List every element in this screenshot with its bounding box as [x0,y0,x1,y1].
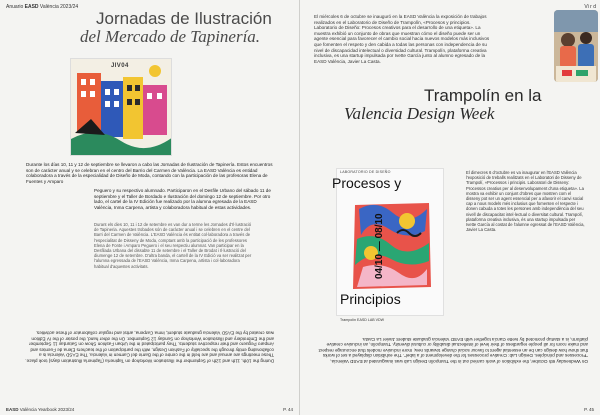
paragraph-english-inverted: During the 10th, 11th and 12th of September the Illustration Workshop on Tapinería (Tapinería Illustration days) took place. These meetings are annual and are held in the centre of the Barrio del Carmen in Valencia. The EASD Valencia is a collaborating entity through the speciality of Fashion Design, with the participation of the teachers Elena de Fuentes and Amparo Peguero and their respective students. They participated in the Urban Fashion Show on Saturday 11 September and the Embroidery and Illustration Workshop on Sunday 12 September. On the other hand, the poster of the IV Edition was created by the EASD Valencia graduate student, Inma Carpena, artist and regular collaborator of these activities. [25,330,274,364]
article-title-line-2: Valencia Design Week [344,104,495,123]
poster-brand: JIV04 [111,63,129,69]
illustration-poster [70,58,172,156]
paragraph-spanish-continued: Peguero y su respectivo alumnado. Participaron en el Desfile Urbano del sábado 11 de septiembre y el Taller de Bordado e Ilustración del domingo 12 de septiembre. Por otro lado, el cartel de la IV Edición fue realizado por la alumna egresada de la EASD València, Inma Carpena, artista y colaboradora habitual de estas actividades. [94,188,271,210]
paragraph-valencian: El dimecres 6 d'octubre es va inaugurar en l'EASD València l'exposició de treballs realitzats en el Laboratori de Disseny de Trampolí, «Processos i principis. Laboratori de Disseny: Processos creatius per al desenvolupament d'una etiqueta». La mostra va exhibir un conjunt d'obres que mostren com el disseny pot ser un agent essencial per a afavorir el canvi social cap a nous models més inclusius que fomenten el respecte i donen cabuda a totes les persones amb independència del seu nivell de discapacitat intel·lectual o diversitat cultural. Trampolí, plataforma creativa inclusiva, és una startup impulsada per Ivette García al costat de l'alumne egressat de l'EASD València, Javier La Casta. [466,170,585,233]
footer-page-number-right: P. 45 [584,407,594,412]
article-title-line-1: Trampolín en la [424,86,542,105]
paragraph-valencian: Durant els dies 10, 11 i 12 de setembre es van dur a terme les Jornades d'Il·lustració de Tapineria. Aquestes trobades són de caràcter anual i se celebren en el centre del Barri del Carmen de València. L'EASD València és entitat col·laboradora a través de l'especialitat de Disseny de Moda, comptant amb la participació de les professores Elena de Fonte i Amparo Peguero i el seu respectiu alumnat. Van participar en la Desfilada Urbana del dissabte 11 de setembre i el Taller de Brodat i Il·lustració del diumenge 12 de setembre. D'altra banda, el cartell de la IV Edició va ser realitzat per l'alumna egressada de l'EASD València, Inma Carpena, artista i col·laboradora habitual d'aquestes activitats. [94,222,252,269]
photo-image [554,10,598,82]
article-title-line-1: Jornadas de Ilustración [96,9,272,28]
poster-label: LABORATORIO DE DISEÑO [340,170,391,174]
running-header-right: Vi r d [584,4,596,10]
header-annuary: Anuario [6,4,24,10]
running-header-left [6,4,78,10]
article-title-line-2: del Mercado de Tapinería. [80,27,261,46]
poster-dates-block [356,205,416,285]
poster-word-top: Procesos y [332,175,402,191]
paragraph-english-inverted: On Wednesday 6th October, the exhibition of work carried out in the Trampolín Design Lab was inaugurated at EASD Valencia, "Processes and principles. Design Lab: Creative processes for the development of a label". The exhibition displayed a set of works that show how design can be an essential agent to favour social change towards new, more inclusive models that encourage respect and make room for all people regardless of their level of intellectual disability or cultural diversity. Trampolín, an inclusive creative platform, is a startup promoted by Ivette García together with EASD Valencia graduate student Javier La Casta. [318,336,588,364]
footer-brand: EASD [6,407,19,412]
poster-dates: 04/10 — 08/10 [374,213,385,279]
footer-yearbook: València Yearbook 2023/24 [19,407,75,412]
paragraph-spanish-main: Durante los días 10, 11 y 12 de septiembre se llevaron a cabo las Jornadas de Ilustración de Tapinería. Estos encuentros son de carácter anual y se celebran en el centro del Barrio del Carmen de València. La EASD València es entidad colaboradora a través de la especialidad de Diseño de Moda, contando con la participación de las profesoras Elena de Fuentes y Amparo [26,162,273,184]
sponsor-logos: Trampolín EASD LAB VDW [340,318,385,322]
paragraph-spanish-top: El miércoles 6 de octubre se inauguró en la EASD València la exposición de trabajos realizados en el Laboratorio de Diseño de Trampolín, «Procesos y principios. Laboratorio de Diseño: Procesos creativos para el desarrollo de una etiqueta». La muestra exhibió un conjunto de obras que muestran cómo el diseño puede ser un agente esencial para favorecer el cambio social hacia nuevos modelos más inclusivos que fomenten el respeto y den cabida a todas las personas con independencia de su nivel de discapacidad intelectual o diversidad cultural. Trampolín, plataforma creativa inclusiva, es una startup impulsada por Ivette García junto al alumno egresado de la EASD València, Javier La Casta. [314,14,490,64]
footer-page-number-left: P. 44 [283,407,293,412]
header-year: València 2023/24 [39,4,79,10]
right-page [300,0,600,415]
footer-left [6,407,74,412]
poster-artwork [71,59,172,156]
header-brand: EASD [24,4,39,10]
workshop-photo [554,10,598,82]
poster-word-bottom: Principios [340,291,401,307]
